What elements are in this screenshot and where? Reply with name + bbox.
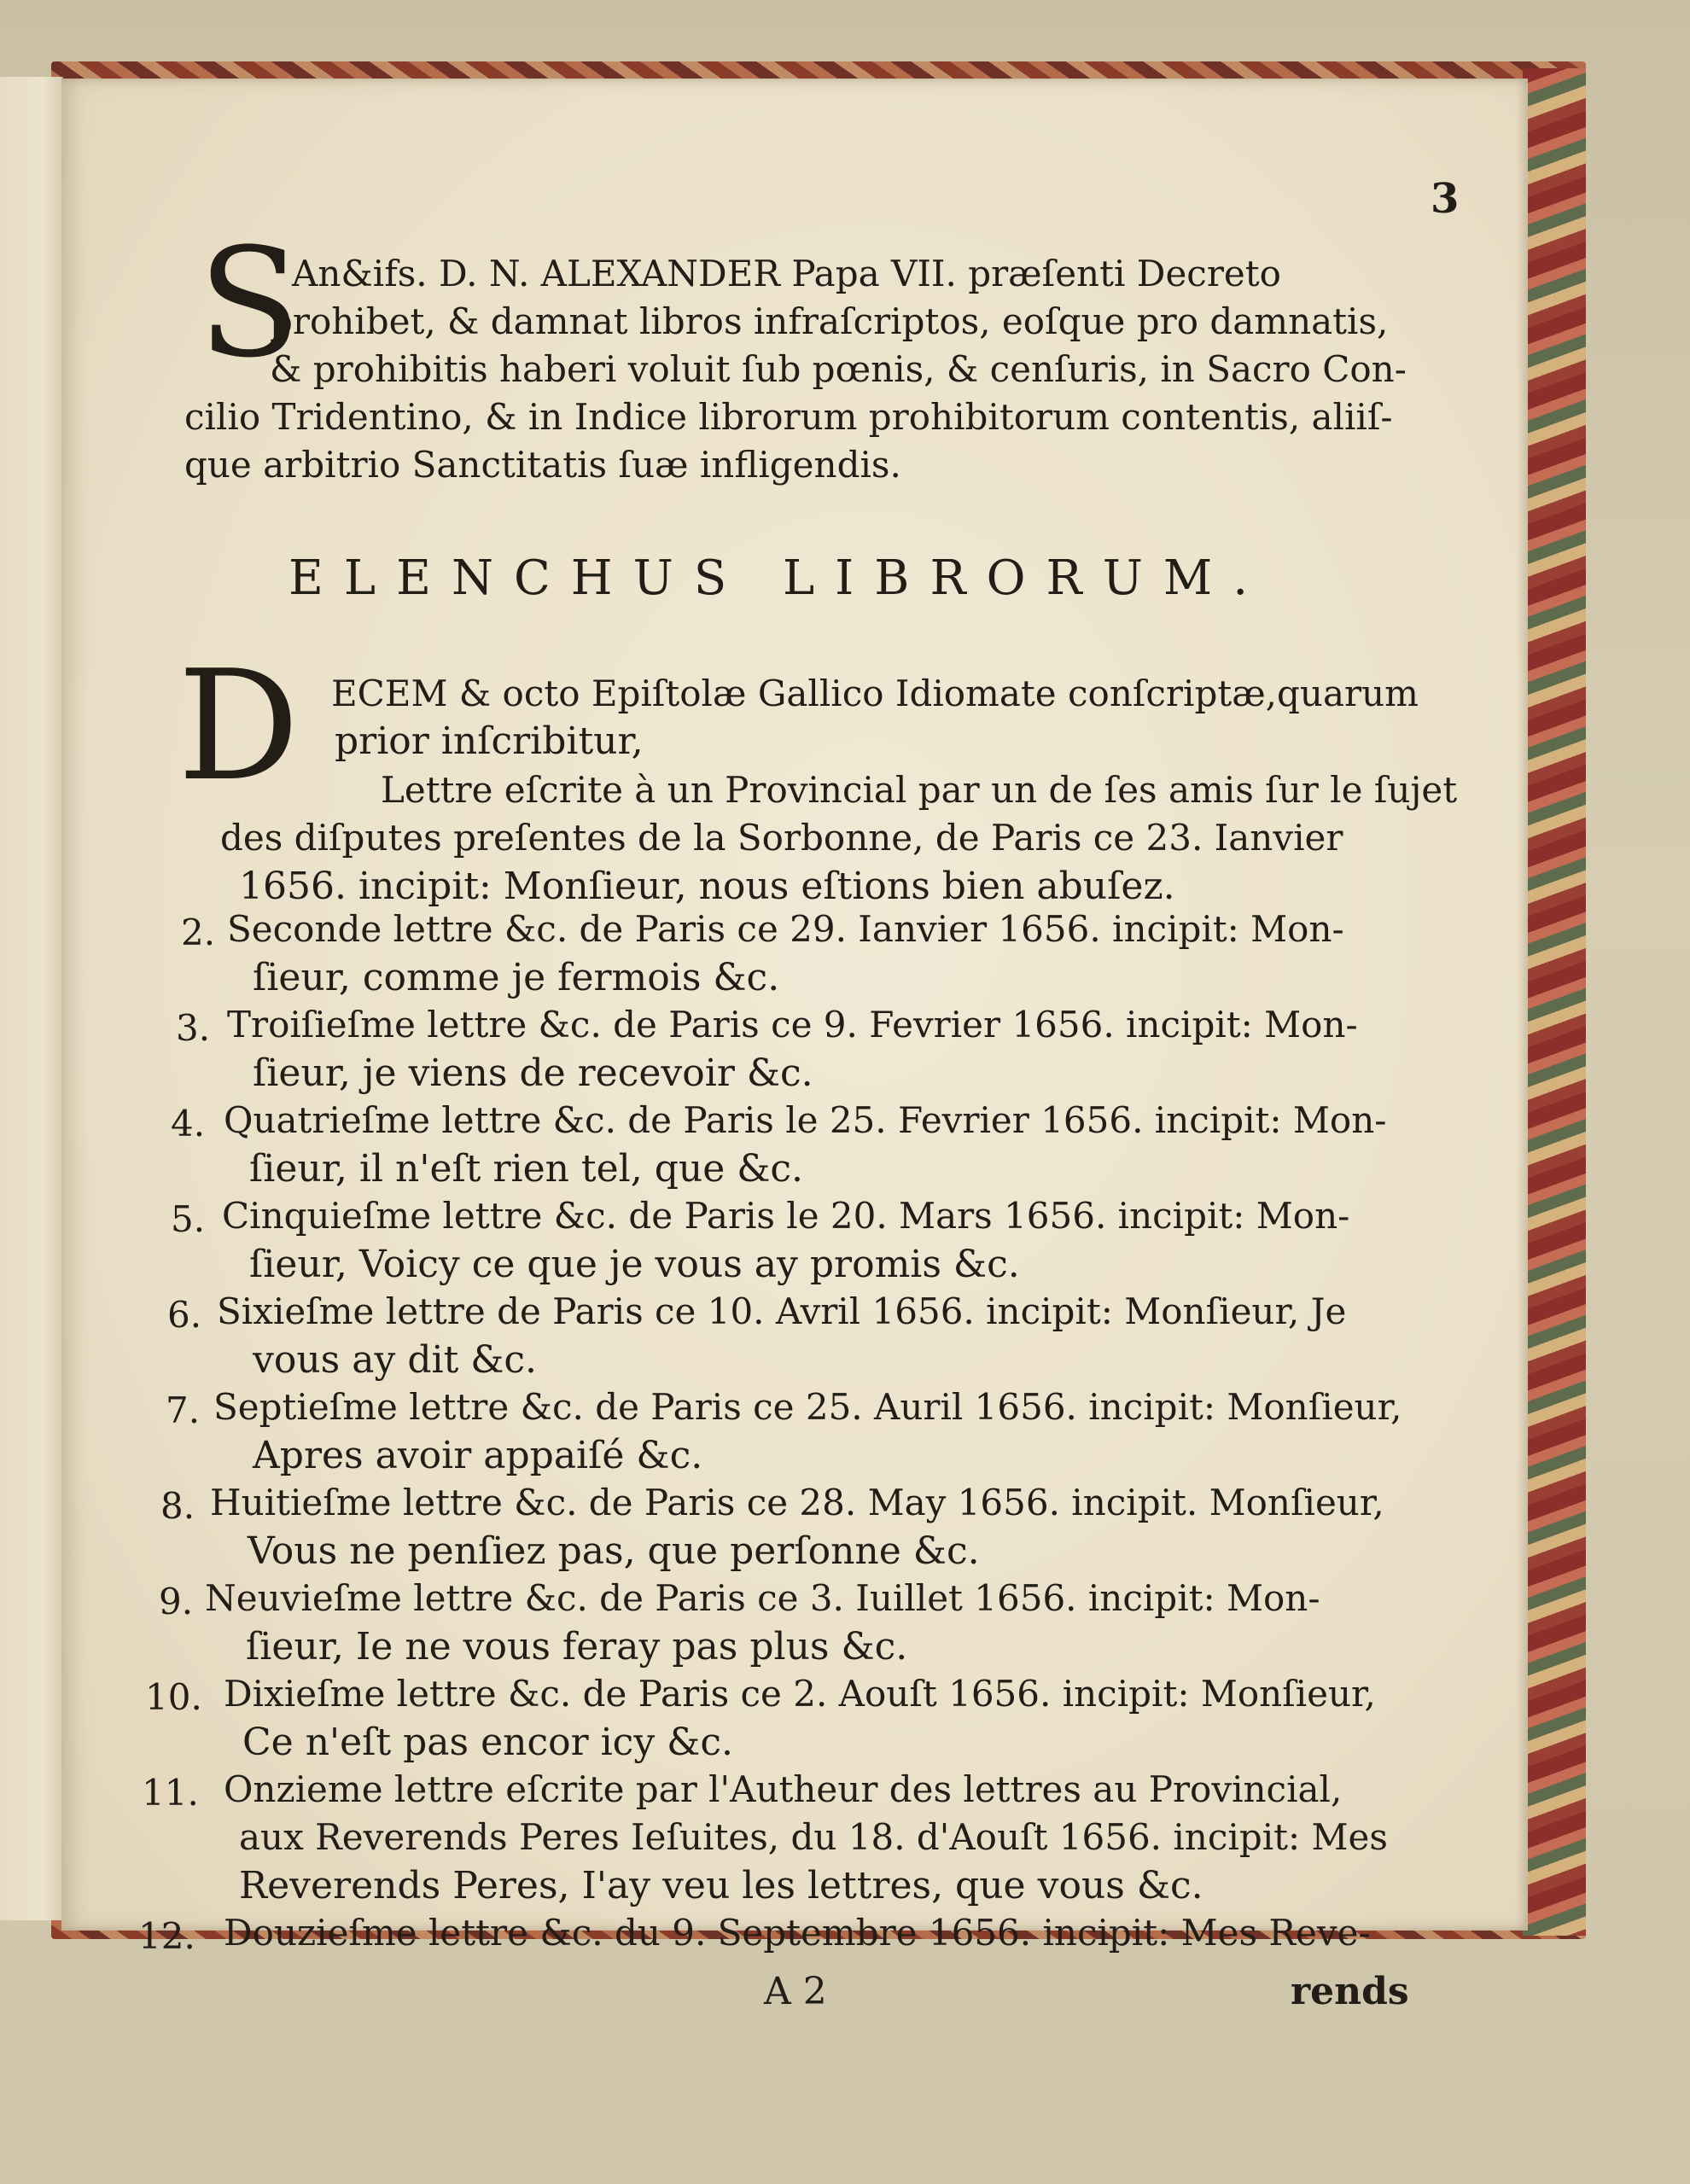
entry-number: 8. [160, 1485, 195, 1527]
entry-line: Reverends Peres, I'ay veu les lettres, que vous &c. [239, 1864, 1203, 1907]
entry-line: Troiſieſme lettre &c. de Paris ce 9. Fevrier 1656. incipit: Mon- [227, 1004, 1358, 1045]
decree-line-2: prohibet, & damnat libros infraſcriptos, eoſque pro damnatis, [270, 300, 1389, 342]
decree-line-1: An&ifs. D. N. ALEXANDER Papa VII. præſenti Decreto [292, 253, 1281, 294]
entry-line: Quatrieſme lettre &c. de Paris le 25. Fevrier 1656. incipit: Mon- [224, 1099, 1387, 1141]
intro-dropcap: D [178, 638, 300, 814]
entry-number: 7. [166, 1389, 201, 1431]
decree-dropcap: S [198, 216, 301, 391]
facing-page-edge [0, 77, 63, 1920]
entry-number: 3. [176, 1007, 211, 1049]
entry-number: 9. [159, 1581, 194, 1622]
intro-line-1: ECEM & octo Epiſtolæ Gallico Idiomate conſcriptæ,quarum [331, 673, 1419, 714]
decree-line-3: & prohibitis haberi voluit ſub pœnis, & cenſuris, in Sacro Con- [270, 348, 1407, 390]
entry-line: ſieur, Ie ne vous feray pas plus &c. [246, 1625, 908, 1669]
entry-line: Cinquieſme lettre &c. de Paris le 20. Mars 1656. incipit: Mon- [222, 1195, 1350, 1237]
entry-line: ſieur, il n'eſt rien tel, que &c. [249, 1147, 804, 1191]
entry-line: Ce n'eſt pas encor icy &c. [242, 1721, 733, 1764]
intro-line-3: Lettre eſcrite à un Provincial par un de ſes amis ſur le ſujet [381, 769, 1458, 811]
entry-number: 12. [138, 1915, 195, 1957]
intro-line-4: des diſputes preſentes de la Sorbonne, de Paris ce 23. Ianvier [220, 817, 1343, 859]
entry-line: Dixieſme lettre &c. de Paris ce 2. Aouſt 1656. incipit: Monſieur, [224, 1673, 1376, 1715]
entry-number: 10. [145, 1676, 202, 1718]
entry-line: Neuvieſme lettre &c. de Paris ce 3. Iuillet 1656. incipit: Mon- [205, 1577, 1320, 1619]
intro-line-2: prior inſcribitur, [335, 719, 644, 763]
signature-mark: A 2 [764, 1970, 827, 2013]
entry-line: ſieur, Voicy ce que je vous ay promis &c. [249, 1243, 1020, 1286]
marbled-fore-edge [1523, 68, 1586, 1936]
page-number: 3 [1431, 175, 1460, 223]
entry-number: 2. [181, 911, 216, 953]
decree-line-5: que arbitrio Sanctitatis ſuæ infligendis. [184, 444, 901, 486]
section-heading: ELENCHUS LIBRORUM. [288, 550, 1269, 606]
catchword: rends [1291, 1970, 1409, 2013]
entry-line: ſieur, je viens de recevoir &c. [253, 1051, 813, 1095]
entry-line: aux Reverends Peres Ieſuites, du 18. d'Aouſt 1656. incipit: Mes [239, 1816, 1388, 1858]
entry-line: Sixieſme lettre de Paris ce 10. Avril 1656. incipit: Monſieur, Je [217, 1290, 1347, 1332]
entry-number: 5. [171, 1198, 206, 1240]
entry-line: Vous ne penſiez pas, que perſonne &c. [248, 1529, 980, 1573]
intro-line-5: 1656. incipit: Monſieur, nous eſtions bien abuſez. [239, 865, 1175, 908]
entry-number: 4. [171, 1103, 206, 1144]
decree-line-4: cilio Tridentino, & in Indice librorum prohibitorum contentis, aliiſ- [184, 396, 1393, 438]
entry-line: ſieur, comme je fermois &c. [253, 956, 780, 999]
entry-line: Onzieme lettre eſcrite par l'Autheur des lettres au Provincial, [224, 1768, 1343, 1810]
entry-line: Septieſme lettre &c. de Paris ce 25. Auril 1656. incipit: Monſieur, [213, 1386, 1402, 1428]
entry-line: Apres avoir appaiſé &c. [253, 1434, 703, 1477]
entry-line: vous ay dit &c. [253, 1338, 538, 1382]
entry-line: Douzieſme lettre &c. du 9. Septembre 1656. incipit: Mes Reve- [224, 1912, 1371, 1954]
entry-line: Huitieſme lettre &c. de Paris ce 28. May 1656. incipit. Monſieur, [210, 1482, 1384, 1523]
entry-number: 6. [167, 1294, 202, 1336]
entry-line: Seconde lettre &c. de Paris ce 29. Ianvier 1656. incipit: Mon- [227, 908, 1344, 950]
entry-number: 11. [142, 1772, 199, 1814]
